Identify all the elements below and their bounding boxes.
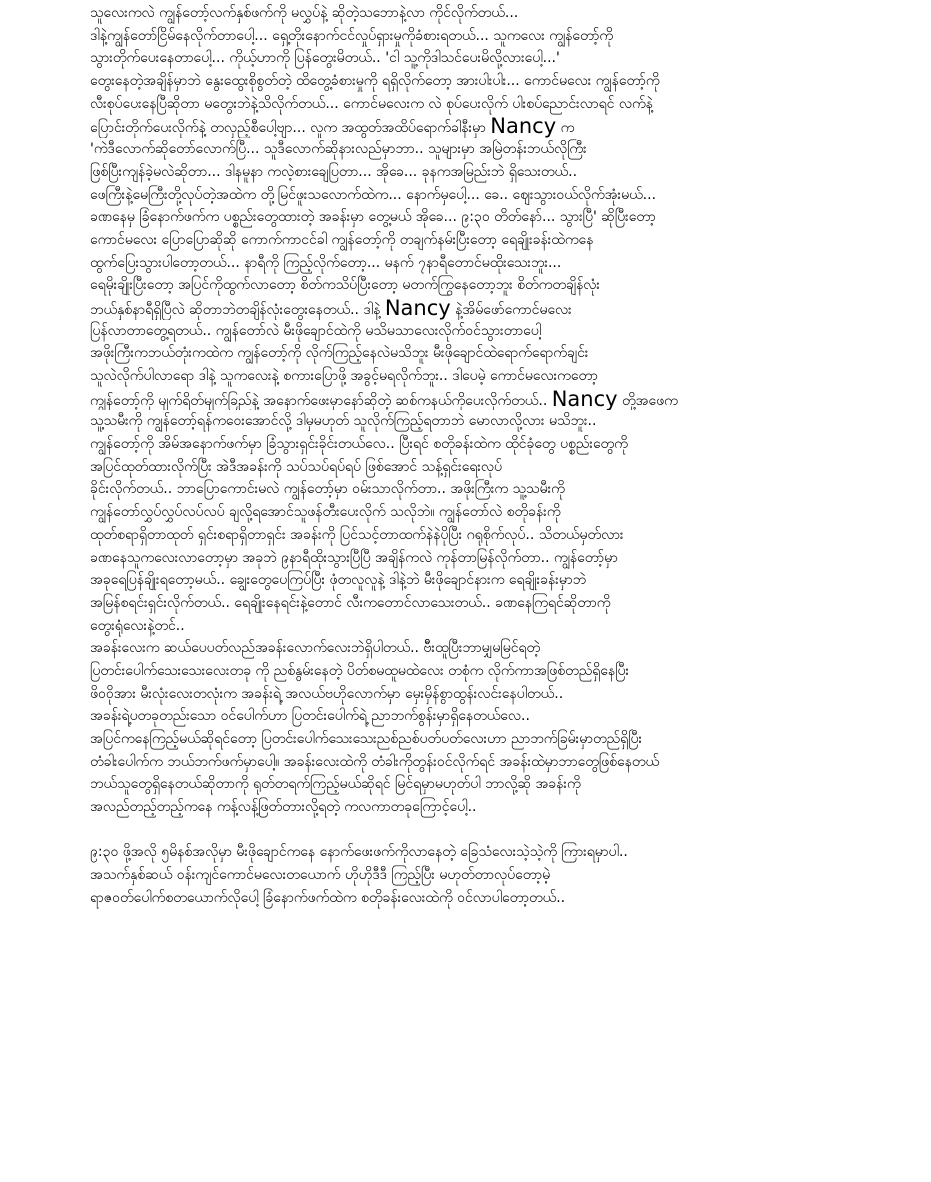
text-segment: နဲ့အိမ်ဖော်ကောင်မလေး xyxy=(450,301,572,318)
text-line: ဖေကြီးနဲ့မေကြီးတို့လုပ်တဲ့အထဲက တို့မြင်ဖူးသလောက်ထဲက... နောက်မှပေါ့... ခေ.. ဈေးသွားဝယ်လိုက်အုံးမယ်... xyxy=(90,186,657,203)
text-line: ဒါနဲ့ကျွန်တော်ငြိမ်နေလိုက်တာပေါ့... ရှေ့တိုးနောက်ငင်လှုပ်ရှားမှုကိုခံစားရတယ်... သူကလေး ကျွန်တော့်ကို xyxy=(90,27,614,44)
text-line: ပြတင်းပေါက်သေးသေးလေးတခု ကို ညစ်နွမ်းနေတဲ့ ပိတ်စမထူမထဲလေး တစုံက လိုက်ကာအဖြစ်တည်ရှိနေပြီး xyxy=(90,662,630,679)
text-line: အခုရေပြန်ချိုးရတော့မယ်.. ချွေးတွေပေကြပ်ပြီး ဖုံတလူလူနဲ့ ဒါနဲ့ဘဲ မီးဖိုချောင်နားက ရေချိုးခန်းမှာဘဲ xyxy=(90,572,587,589)
text-line: ခဏနေမှ ခြံနောက်ဖက်က ပစ္စည်းတွေထားတဲ့ အခန်းမှာ တွေ့မယ် အိုခေ... ၉:၃၀ တိတ်နော်... သွားပြီ' ဆိုပြီးတော့ xyxy=(90,209,656,226)
text-line xyxy=(90,115,880,138)
text-line: ခဏနေသူကလေးလာတော့မှာ အခုဘဲ ၉နာရီထိုးသွားပြီပြီ အချိန်ကလဲ ကုန်တာမြန်လိုက်တာ.. ကျွန်တော့်မှာ xyxy=(90,549,618,566)
text-line: အသက်နှစ်ဆယ် ဝန်းကျင်ကောင်မလေးတယောက် ဟိုဟိုဒီဒီ ကြည့်ပြီး မဟုတ်တာလုပ်တော့မဲ့ xyxy=(90,867,551,884)
text-line: ကောင်မလေး ပြောပြောဆိုဆို ကောက်ကာငင်ခါ ကျွန်တော့်ကို တချက်နမ်းပြီးတော့ ရေချိုးခန်းထဲကနေ xyxy=(90,231,594,248)
text-line: သူလေးကလဲ ကျွန်တော့်လက်နှစ်ဖက်ကို မလွှပ်နဲ့ ဆိုတဲ့သဘောနဲ့လာ ကိုင်လိုက်တယ်... xyxy=(90,5,519,21)
text-line: အပြင်ကနေကြည့်မယ်ဆိုရင်တော့ ပြတင်းပေါက်သေးသေးညစ်ညစ်ပတ်ပတ်လေးဟာ ညာဘက်ခြမ်းမှာတည်ရှိပြီး xyxy=(90,731,643,747)
text-line: ရာဇဝတ်ပေါက်စတယောက်လိုပေါ့ ခြံနောက်ဖက်ထဲက စတိုခန်းလေးထဲကို ဝင်လာပါတော့တယ်.. xyxy=(90,889,566,906)
text-segment: ပြောင်းတိုက်ပေးလိုက်နဲ့ တလှည့်စီပေါ့ဗျာ... လူက အထွတ်အထိပ်ရောက်ခါနီးမှာ xyxy=(90,120,491,137)
text-line xyxy=(90,388,880,411)
character-name: Nancy xyxy=(551,387,618,411)
text-line: သူ့သမီးကို ကျွန်တော့်ရန်ကဝေးအောင်လို့ ဒါမှမဟုတ် သူလိုက်ကြည့်ရတာဘဲ မောလာလို့လား မသိဘူး.. xyxy=(90,413,597,430)
text-line: 'ကဲဒီလောက်ဆိုတော်လောက်ပြီ... သူဒီလောက်ဆိုနားလည်မှာဘာ.. သူများမှာ အမြဲတန်းဘယ်လိုကြီး xyxy=(90,141,587,158)
text-line: အလည်တည့်တည့်ကနေ ကန့်လန့်ဖြတ်တားလို့ရတဲ့ ကလကာတခုကြောင့်ပေါ့.. xyxy=(90,799,477,816)
text-segment: တို့အဖေက xyxy=(617,392,678,409)
text-line: တံခါးပေါက်က ဘယ်ဘက်ဖက်မှာပေါ့။ အခန်းလေးထဲကို တံခါးကိုတွန်းဝင်လိုက်ရင် အခန်းထဲမှာဘာတွေဖြစ်နေတယ် xyxy=(90,753,660,770)
text-line: ကျွန်တော်လွှပ်လွှပ်လပ်လပ် ချလို့ရအောင်သူဖန်တီးပေးလိုက် သလိုဘဲ။ ကျွန်တော်လဲ စတိုခန်းကို xyxy=(90,504,561,521)
text-line: ထွက်ပြေးသွားပါတော့တယ်... နာရီကို ကြည့်လိုက်တော့... မနက် ၇နာရီတောင်မထိုးသေးဘူး... xyxy=(90,254,562,271)
text-line: ၉:၃၀ ဖို့အလို ၅မိနစ်အလိုမှာ မီးဖိုချောင်ကနေ နောက်ဖေးဖက်ကိုလာနေတဲ့ ခြေသံလေးသဲ့သဲ့ကို ကြားရမှာပါ.. xyxy=(90,844,628,861)
text-line: ကျွန်တော့်ကို အိမ်အနောက်ဖက်မှာ ခြံသွားရှင်းခိုင်းတယ်လေ.. ပြီးရင် စတိုခန်းထဲက ထိုင်ခုံတွေ ပစ္စည်းတွေကို xyxy=(90,436,628,453)
text-line xyxy=(90,297,880,320)
paragraph-gap xyxy=(90,819,880,842)
text-line: ရေမိုးချိုးပြီးတော့ အပြင်ကိုထွက်လာတော့ စိတ်ကသိပ်ပြီးတော့ မတက်ကြွနေတော့ဘူး စိတ်ကတချိန်လုံး xyxy=(90,277,600,294)
text-line: အခန်းလေးက ဆယ်ပေပတ်လည်အခန်းလောက်လေးဘဲရှိပါတယ်.. ဗီီးထူပြီးဘာမျှမမြင်ရတဲ့ xyxy=(90,640,541,657)
text-line: တွေးရုံလေးနဲ့တင်.. xyxy=(90,617,185,634)
text-line: အဖိုးကြီးကဘယ်တုံးကထဲက ကျွန်တော့်ကို လိုက်ကြည့်နေလဲမသိဘူး မီးဖိုချောင်ထဲရောက်ရောက်ချင်း xyxy=(90,345,589,362)
text-line: ဖြစ်ပြီးကျန်ခဲ့မလဲဆိုတာ... ဒါနမူနာ ကလဲ့စားချေပြတာ... အိုခေ... ခုနကအမြည်းဘဲ ရှိသေးတယ်.. xyxy=(90,163,578,180)
text-line: ပြန်လာတာတွေ့ရတယ်.. ကျွန်တော်လဲ မီးဖိုချောင်ထဲကို မသိမသာလေးလိုက်ဝင်သွားတာပေါ့ xyxy=(90,322,542,339)
story-text-block xyxy=(90,2,880,910)
text-line: သူလဲလိုက်ပါလာရော ဒါနဲ့ သူကလေးနဲ့ စကားပြောဖို့ အခွင့်မရလိုက်ဘူး.. ဒါပေမဲ့ ကောင်မလေးကတော့ xyxy=(90,368,598,384)
text-segment: ကျွန်တော့်ကို မျက်ရိတ်မျက်ခြည်နဲ့ အနောက်ဖေးမှာနော်ဆိုတဲ့ ဆစ်ကနယ်ကိုပေးလိုက်တယ်.. xyxy=(90,392,552,409)
text-line: အပြင်ထုတ်ထားလိုက်ပြီး အဲဒီအခန်းကို သပ်သပ်ရပ်ရပ် ဖြစ်အောင် သန့်ရှင်းရေးလုပ် xyxy=(90,458,503,475)
text-line: အမြန်စရင်းရှင်းလိုက်တယ်.. ရေချိုးနေရင်းနဲ့တောင် လီးကတောင်လာသေးတယ်.. ခဏနေကြရင်ဆိုတာကို xyxy=(90,594,611,611)
text-line: သွားတိုက်ပေးနေတာပေါ့... ကိုယ့်ဟာကို ပြန်တွေးမိတယ်.. 'ငါ သူ့ကိုဒါသင်ပေးမိလို့လားပေါ့...' xyxy=(90,50,560,67)
text-line: ထုတ်စရာရှိတာထုတ် ရှင်းစရာရှိတာရှင်း အခန်းကို ပြင်သင့်တာထက်နဲနဲပိုပြီး ဂရုစိုက်လုပ်.. သိတယ်မှတ်လား xyxy=(90,526,624,543)
text-line: ခိုင်းလိုက်တယ်.. ဘာပြောကောင်းမလဲ ကျွန်တော့်မှာ ဝမ်းသာလိုက်တာ.. အဖိုးကြီးက သူ့သမီးကို xyxy=(90,481,565,498)
character-name: Nancy xyxy=(490,115,557,139)
text-line: တွေးနေတဲ့အချိန်မှာဘဲ နွေးထွေးစိုစွတ်တဲ့ ထိတွေ့ခံစားမှုကို ရရှိလိုက်တော့ အားပါးပါး... ကောင်မလေး ကျွန်တော့်ကို xyxy=(90,73,660,90)
text-segment: က xyxy=(556,120,575,137)
character-name: Nancy xyxy=(384,296,451,320)
text-segment: ဘယ်နှစ်နာရီရှိပြီလဲ ဆိုတာဘဲတချိန်လုံးတွေးနေတယ်.. ဒါနဲ့ xyxy=(90,301,385,318)
text-line: အခန်းရဲ့ပတခုတည်းသော ဝင်ပေါက်ဟာ ပြတင်းပေါက်ရဲ့ ညာဘက်စွန်းမှာရှိနေတယ်လေ.. xyxy=(90,708,530,725)
text-line: ဘယ်သူတွေရှိနေတယ်ဆိုတာကို ရုတ်တရက်ကြည့်မယ်ဆိုရင် မြင်ရမှာမဟုတ်ပါ ဘာလို့ဆို အခန်းကို xyxy=(90,776,581,793)
text-line: လီးစုပ်ပေးနေပြီဆိုတာ မတွေးဘဲနဲ့သိလိုက်တယ်... ကောင်မလေးက လဲ စုပ်ပေးလိုက် ပါးစပ်ညောင်းလာရင် လက်နဲ့ xyxy=(90,95,653,112)
text-line: ဖိဝဝိုအား မီးလုံးလေးတလုံးက အခန်းရဲ့ အလယ်ဗဟိုလောက်မှာ မှေးမှိန်စွာထွန်းလင်းနေပါတယ်.. xyxy=(90,685,564,702)
